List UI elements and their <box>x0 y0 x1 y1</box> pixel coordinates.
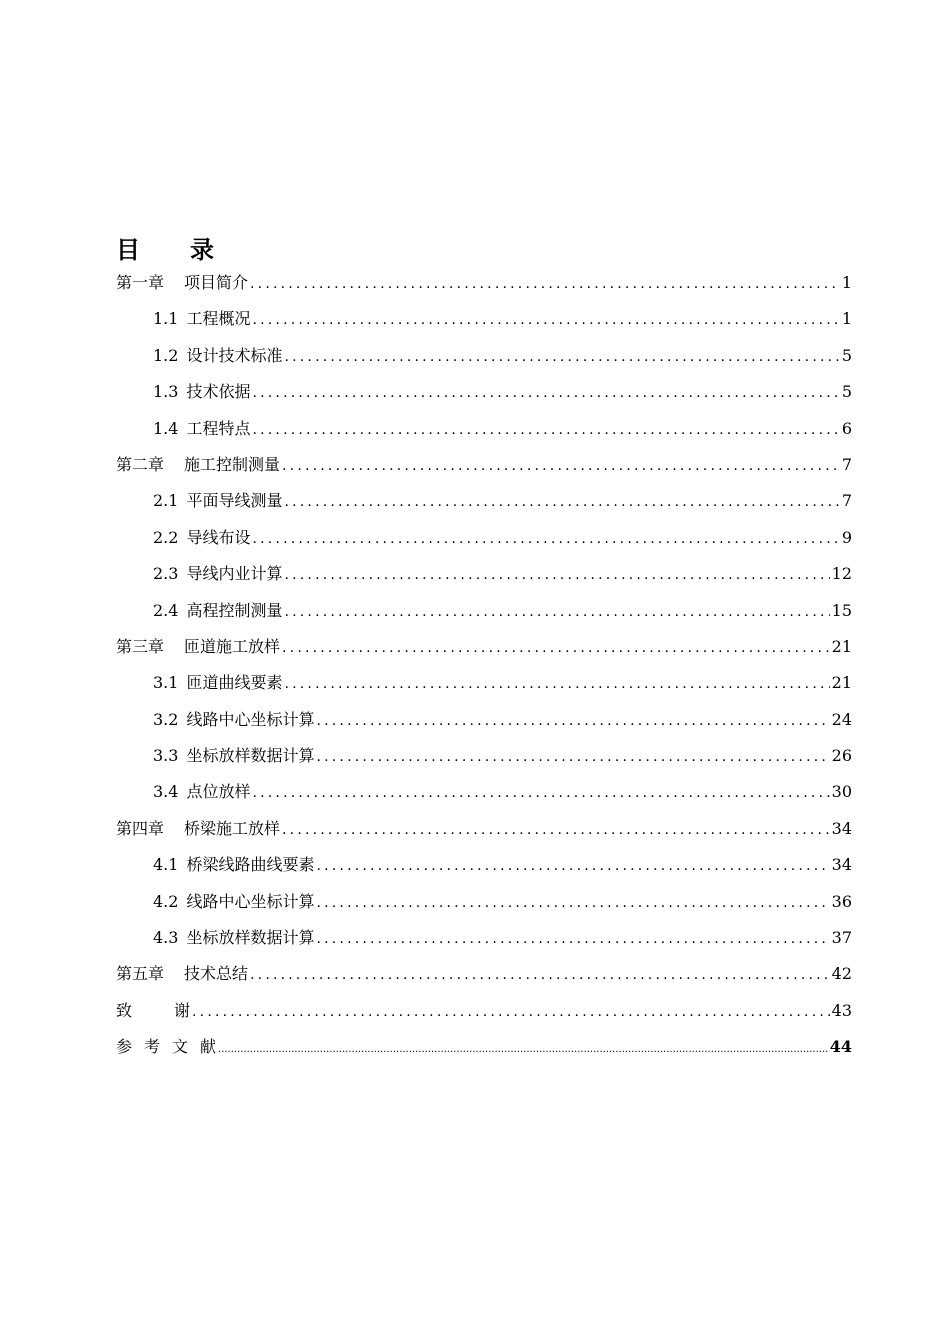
toc-entry-number: 2.3 <box>153 564 179 584</box>
toc-entry-page: 21 <box>831 673 852 693</box>
toc-entry-page: 44 <box>829 1037 852 1057</box>
toc-entry-number: 2.2 <box>153 527 179 547</box>
toc-entry-title: 技术依据 <box>186 382 251 402</box>
toc-entry-title: 匝道施工放样 <box>184 636 281 656</box>
toc-entry-page: 30 <box>831 782 852 802</box>
leader-dots <box>250 276 840 292</box>
toc-entry-title: 项目简介 <box>184 273 249 292</box>
toc-entry-label <box>153 379 250 402</box>
toc-entry-number: 1.2 <box>153 345 179 365</box>
toc-entry-title: 导线内业计算 <box>186 564 283 584</box>
toc-entry-page: 9 <box>841 527 852 547</box>
toc-title-left: 目 <box>116 236 140 264</box>
toc-entry-number: 3.1 <box>153 673 179 693</box>
table-of-contents <box>116 230 852 1071</box>
toc-entry-title: 点位放样 <box>186 782 251 802</box>
toc-entry-label <box>153 306 250 329</box>
leader-dots <box>284 494 839 510</box>
toc-entry[interactable] <box>116 270 852 306</box>
toc-entry-label <box>153 598 282 621</box>
leader-dots <box>252 422 839 438</box>
toc-entry[interactable] <box>116 343 852 379</box>
leader-dots <box>250 967 830 983</box>
toc-entry-page: 1 <box>841 309 852 329</box>
leader-dots <box>284 604 829 620</box>
toc-entry-number: 2.1 <box>153 491 179 511</box>
toc-entry-number: 1.3 <box>153 382 179 402</box>
leader-dots <box>316 749 829 765</box>
toc-entry-page: 34 <box>831 818 852 838</box>
toc-entry-label <box>116 961 248 984</box>
toc-entry-title: 坐标放样数据计算 <box>186 928 315 948</box>
toc-entry-page: 5 <box>841 382 852 402</box>
toc-entry-label <box>153 561 282 584</box>
leader-dots <box>316 858 829 874</box>
toc-entry-title: 线路中心坐标计算 <box>186 709 315 729</box>
toc-entry-page: 6 <box>841 418 852 438</box>
toc-entry[interactable] <box>116 707 852 743</box>
toc-entry-title: 技术总结 <box>184 964 249 984</box>
toc-entries <box>116 270 852 998</box>
toc-entry-label <box>116 998 190 1021</box>
leader-dots <box>284 349 839 365</box>
leader-dots <box>282 458 840 474</box>
toc-entry[interactable] <box>116 816 852 852</box>
toc-entry-references[interactable] <box>116 1034 852 1070</box>
toc-entry-number: 2.4 <box>153 600 179 620</box>
toc-entry[interactable] <box>116 598 852 634</box>
toc-entry[interactable] <box>116 852 852 888</box>
toc-entry-page: 26 <box>831 746 852 766</box>
leader-dots <box>218 1044 828 1055</box>
toc-entry-page: 24 <box>831 709 852 729</box>
toc-entry[interactable] <box>116 561 852 597</box>
toc-entry[interactable] <box>116 670 852 706</box>
toc-entry-label <box>153 889 314 912</box>
toc-entry-title: 线路中心坐标计算 <box>186 891 315 911</box>
toc-entry-label <box>116 270 248 293</box>
leader-dots <box>252 785 829 801</box>
toc-entry-title: 导线布设 <box>186 527 251 547</box>
toc-entry-number: 3.3 <box>153 746 179 766</box>
leader-dots <box>282 822 830 838</box>
toc-entry-page: 36 <box>831 891 852 911</box>
leader-dots <box>252 531 839 547</box>
toc-entry-page: 21 <box>831 636 852 656</box>
toc-entry-label <box>153 779 250 802</box>
toc-entry-number: 4.1 <box>153 855 179 875</box>
leader-dots <box>192 1004 830 1020</box>
toc-entry-page: 7 <box>841 454 852 474</box>
toc-entry[interactable] <box>116 488 852 524</box>
toc-entry-page: 37 <box>831 928 852 948</box>
toc-entry-label <box>153 852 314 875</box>
toc-entry-number: 4.3 <box>153 928 179 948</box>
leader-dots <box>252 312 839 328</box>
toc-entry-page: 34 <box>831 855 852 875</box>
toc-entry[interactable] <box>116 306 852 342</box>
toc-entry-label <box>153 488 282 511</box>
toc-entry-label <box>116 452 280 475</box>
leader-dots <box>282 640 830 656</box>
toc-entry[interactable] <box>116 634 852 670</box>
toc-entry-page: 7 <box>841 491 852 511</box>
ack-left: 致 <box>116 1000 133 1020</box>
toc-entry-page: 12 <box>831 564 852 584</box>
toc-entry[interactable] <box>116 416 852 452</box>
toc-entry-number: 第五章 <box>116 964 165 984</box>
toc-title <box>116 230 852 270</box>
leader-dots <box>316 931 829 947</box>
toc-entry[interactable] <box>116 925 852 961</box>
toc-entry-title: 设计技术标准 <box>186 345 283 365</box>
toc-entry-label <box>153 925 314 948</box>
toc-entry-label: 参考文献 <box>116 1037 229 1057</box>
toc-entry-page: 1 <box>841 273 852 292</box>
toc-entry[interactable] <box>116 379 852 415</box>
toc-entry-label <box>153 343 282 366</box>
toc-entry-title: 坐标放样数据计算 <box>186 746 315 766</box>
toc-entry-title: 桥梁线路曲线要素 <box>186 855 315 875</box>
toc-entry-title: 工程特点 <box>186 418 251 438</box>
toc-entry[interactable] <box>116 525 852 561</box>
toc-entry[interactable] <box>116 743 852 779</box>
leader-dots <box>284 567 829 583</box>
toc-entry-title: 高程控制测量 <box>186 600 283 620</box>
ack-right: 谢 <box>174 1000 191 1020</box>
toc-entry-label <box>153 525 250 548</box>
leader-dots <box>284 676 829 692</box>
toc-entry-acknowledgement[interactable] <box>116 998 852 1034</box>
toc-entry[interactable] <box>116 889 852 925</box>
toc-entry-label <box>153 670 282 693</box>
leader-dots <box>252 385 839 401</box>
toc-entry-page: 42 <box>831 964 852 984</box>
toc-entry-page: 43 <box>831 1000 852 1020</box>
toc-entry[interactable] <box>116 961 852 997</box>
toc-entry-label <box>153 416 250 439</box>
toc-entry-title: 施工控制测量 <box>184 454 281 474</box>
toc-entry-number: 第一章 <box>116 273 165 292</box>
toc-title-right: 录 <box>190 236 214 264</box>
toc-entry-number: 第四章 <box>116 818 165 838</box>
toc-entry-page: 5 <box>841 345 852 365</box>
toc-entry-number: 第二章 <box>116 454 165 474</box>
toc-entry-label <box>153 743 314 766</box>
toc-entry-title: 桥梁施工放样 <box>184 818 281 838</box>
toc-entry-title: 工程概况 <box>186 309 251 329</box>
toc-entry-title: 平面导线测量 <box>186 491 283 511</box>
toc-entry-number: 第三章 <box>116 636 165 656</box>
toc-entry-number: 1.4 <box>153 418 179 438</box>
toc-entry[interactable] <box>116 452 852 488</box>
leader-dots <box>316 895 829 911</box>
toc-entry-title: 匝道曲线要素 <box>186 673 283 693</box>
toc-entry-number: 4.2 <box>153 891 179 911</box>
leader-dots <box>316 713 829 729</box>
toc-entry-number: 3.4 <box>153 782 179 802</box>
toc-entry-label <box>153 707 314 730</box>
toc-entry-label <box>116 816 280 839</box>
toc-entry-page: 15 <box>831 600 852 620</box>
toc-entry-number: 1.1 <box>153 309 179 329</box>
toc-entry-label <box>116 634 280 657</box>
toc-entry[interactable] <box>116 779 852 815</box>
toc-entry-number: 3.2 <box>153 709 179 729</box>
